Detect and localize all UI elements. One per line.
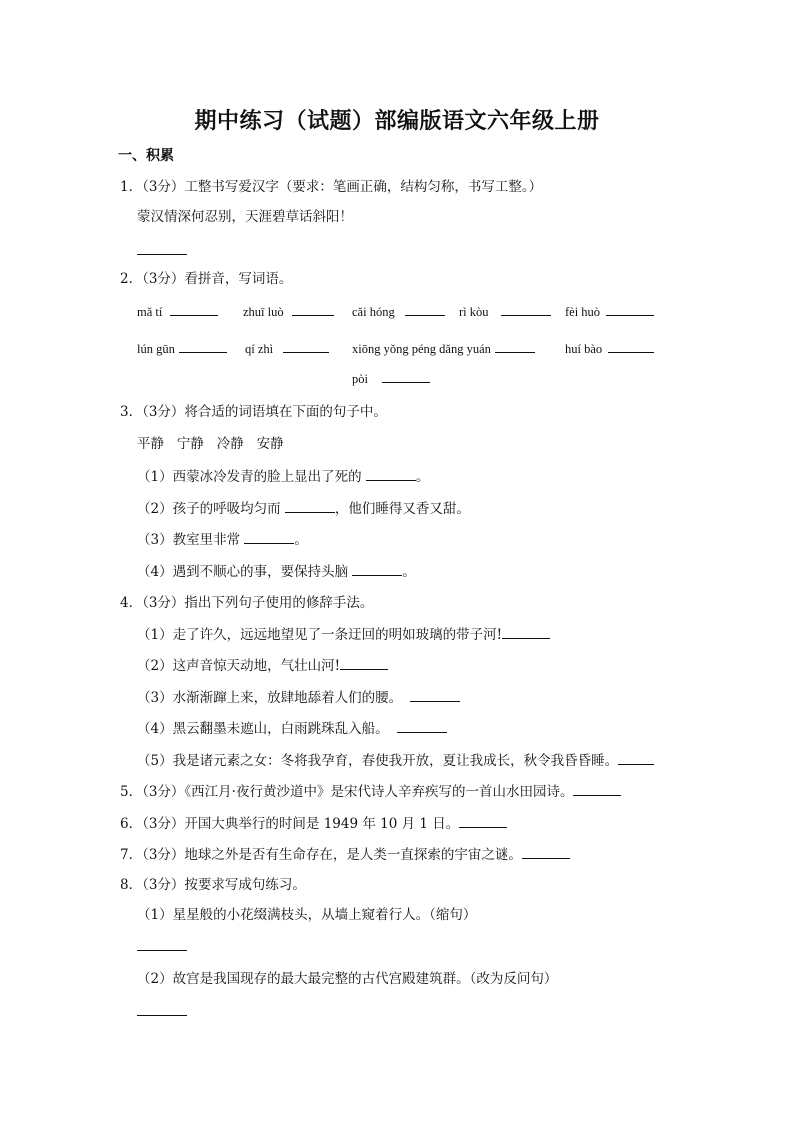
q4-item [137, 720, 447, 738]
q4-item-text: （2）这声音惊天动地，气壮山河! [137, 658, 341, 674]
pinyin-blank[interactable] [606, 304, 654, 316]
section-heading: 一、积累 [118, 148, 174, 164]
fill-blank[interactable] [397, 720, 447, 733]
pinyin-text: qí zhì [245, 342, 274, 356]
pinyin-item [565, 341, 654, 357]
pinyin-item [352, 341, 535, 357]
q6-line [120, 815, 507, 833]
q4-stem: 4．（3分）指出下列句子使用的修辞手法。 [120, 595, 374, 611]
fill-blank[interactable] [285, 500, 335, 513]
pinyin-item [459, 304, 551, 320]
pinyin-text: zhuī luò [243, 305, 284, 319]
pinyin-item [352, 371, 430, 387]
pinyin-text: lún gūn [137, 342, 175, 356]
q3-item-suffix: ，他们睡得又香又甜。 [334, 501, 470, 517]
pinyin-item [137, 304, 218, 320]
pinyin-item [243, 304, 334, 320]
q3-item-suffix: 。 [415, 469, 430, 485]
q4-item [137, 657, 388, 675]
fill-blank[interactable] [352, 563, 402, 576]
q1-text: 蒙汉情深何忍别，天涯碧草话斜阳！ [137, 209, 353, 225]
fill-blank[interactable] [573, 783, 621, 796]
q4-item-text: （5）我是诸元素之女：冬将我孕育，春使我开放，夏让我成长，秋令我昏昏睡。 [137, 753, 619, 769]
q3-item-text: （3）教室里非常 [137, 532, 241, 548]
pinyin-item [245, 341, 329, 357]
q7-line [120, 846, 570, 864]
pinyin-blank[interactable] [170, 304, 218, 316]
q4-item [137, 689, 460, 707]
q3-item [137, 531, 308, 549]
pinyin-blank[interactable] [292, 304, 334, 316]
pinyin-blank[interactable] [382, 371, 430, 383]
q8-item: （1）星星般的小花缀满枝头，从墙上窥着行人。（缩句） [137, 907, 477, 923]
pinyin-item [137, 341, 227, 357]
q4-item [137, 626, 550, 644]
q3-stem: 3．（3分）将合适的词语填在下面的句子中。 [120, 404, 387, 420]
fill-blank[interactable] [502, 626, 550, 639]
fill-blank[interactable] [459, 815, 507, 828]
q4-item-text: （3）水渐渐蹿上来，放肆地舔着人们的腰。 [137, 690, 403, 706]
fill-blank[interactable] [340, 657, 388, 670]
fill-blank[interactable] [366, 468, 416, 481]
q8-answer-blank[interactable] [137, 1014, 187, 1016]
q3-item [137, 500, 470, 518]
q5-line [120, 783, 621, 801]
pinyin-text: fèi huò [565, 305, 601, 319]
q8-stem: 8．（3分）按要求写成句练习。 [120, 877, 306, 893]
q3-item-suffix: 。 [294, 532, 308, 548]
pinyin-text: xiōng yǒng péng dǎng yuán [352, 342, 491, 356]
q3-item-text: （4）遇到不顺心的事，要保持头脑 [137, 564, 349, 580]
pinyin-text: cǎi hóng [352, 305, 395, 319]
pinyin-text: mǎ tí [137, 305, 163, 319]
fill-blank[interactable] [618, 752, 654, 765]
pinyin-blank[interactable] [608, 341, 654, 353]
q3-word-bank: 平静 宁静 冷静 安静 [137, 436, 284, 452]
q3-item [137, 563, 416, 581]
pinyin-item [352, 304, 445, 320]
pinyin-blank[interactable] [405, 304, 445, 316]
fill-blank[interactable] [522, 846, 570, 859]
q3-item [137, 468, 429, 486]
q3-item-text: （1）西蒙冰冷发青的脸上显出了死的 [137, 469, 362, 485]
q3-item-text: （2）孩子的呼吸均匀而 [137, 501, 281, 517]
pinyin-item [565, 304, 654, 320]
q4-item-text: （1）走了许久，远远地望见了一条迂回的明如玻璃的带子河! [137, 627, 503, 643]
pinyin-blank[interactable] [495, 341, 535, 353]
q8-item: （2）故宫是我国现存的最大最完整的古代宫殿建筑群。（改为反问句） [137, 971, 558, 987]
q5-text: 5．（3分）《西江月·夜行黄沙道中》是宋代诗人辛弃疾写的一首山水田园诗。 [120, 784, 574, 800]
q1-stem: 1．（3分）工整书写爱汉字（要求：笔画正确，结构匀称，书写工整。） [120, 179, 543, 195]
q4-item [137, 752, 654, 770]
q7-text: 7．（3分）地球之外是否有生命存在，是人类一直探索的宇宙之谜。 [120, 847, 522, 863]
q8-answer-blank[interactable] [137, 949, 187, 951]
page-title: 期中练习（试题）部编版语文六年级上册 [194, 108, 600, 134]
pinyin-text: rì kòu [459, 305, 489, 319]
fill-blank[interactable] [244, 531, 294, 544]
q1-answer-blank[interactable] [137, 253, 187, 255]
pinyin-blank[interactable] [501, 304, 551, 316]
q4-item-text: （4）黑云翻墨未遮山，白雨跳珠乱入船。 [137, 721, 389, 737]
pinyin-blank[interactable] [179, 341, 227, 353]
q2-stem: 2．（3分）看拼音，写词语。 [120, 271, 293, 287]
pinyin-text: pòi [352, 372, 368, 386]
pinyin-blank[interactable] [283, 341, 329, 353]
fill-blank[interactable] [410, 689, 460, 702]
pinyin-text: huí bào [565, 342, 603, 356]
q3-item-suffix: 。 [402, 564, 416, 580]
q6-text: 6．（3分）开国大典举行的时间是 1949 年 10 月 1 日。 [120, 816, 460, 832]
